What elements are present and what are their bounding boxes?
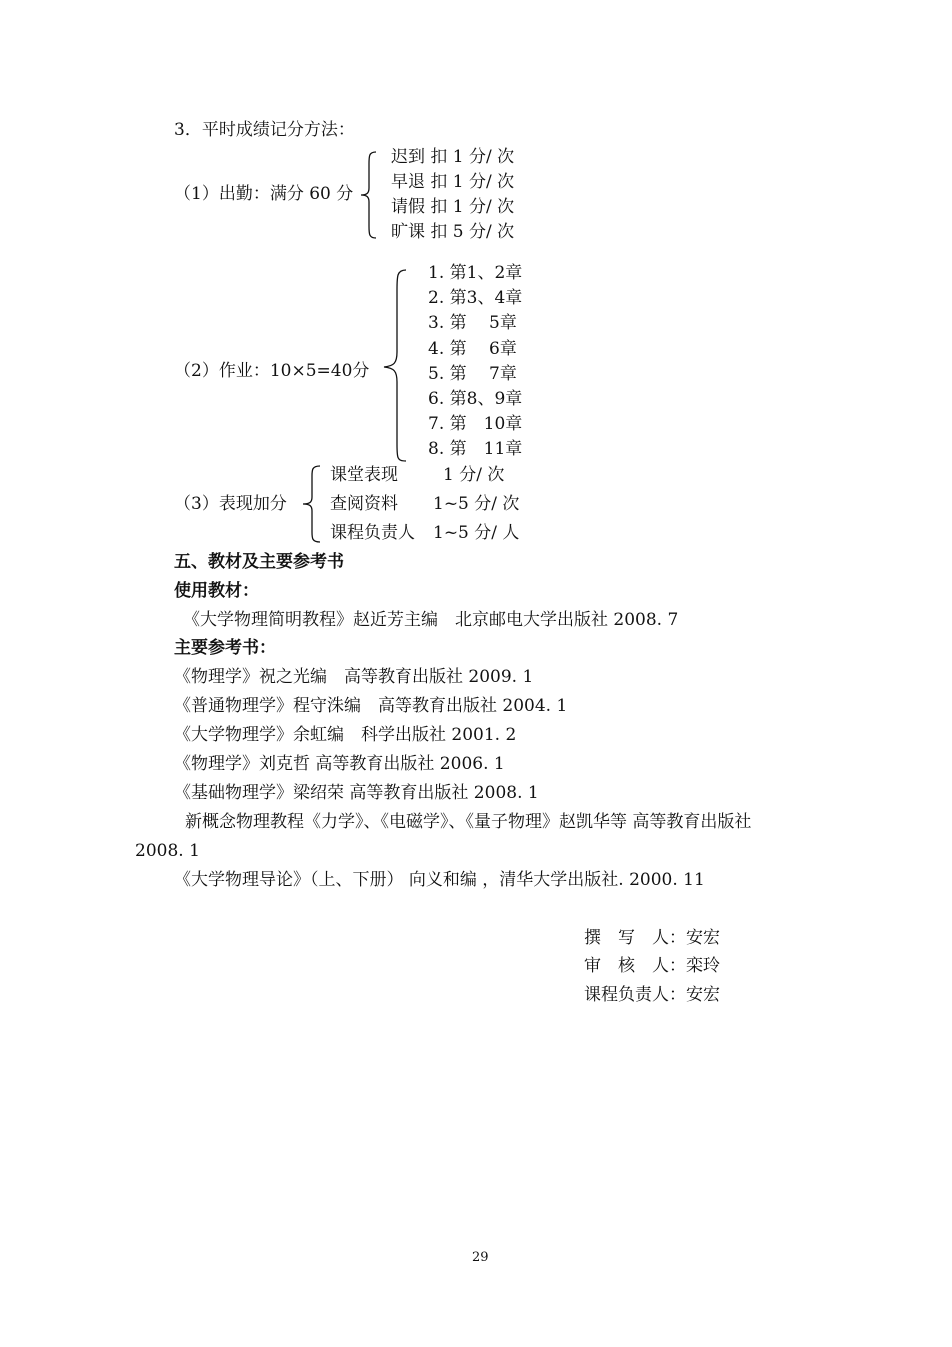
- textbook-label: 使用教材：: [174, 581, 259, 601]
- performance-label: （3）表现加分: [174, 494, 287, 514]
- attendance-label: （1）出勤：满分 60 分: [174, 184, 354, 204]
- reference-entry: 《普通物理学》程守洙编 高等教育出版社 2004. 1: [174, 696, 568, 716]
- homework-item: 4. 第 6章: [428, 339, 517, 359]
- reference-entry: 《大学物理导论》（上、下册） 向义和编 ，清华大学出版社. 2000. 11: [174, 870, 705, 890]
- homework-item: 7. 第 10章: [428, 414, 523, 434]
- homework-item: 3. 第 5章: [428, 313, 517, 333]
- performance-item-name: 课程负责人: [330, 523, 415, 543]
- signature-writer: 撰 写 人：安宏: [584, 928, 720, 948]
- performance-item-rule: 1 分/ 次: [443, 465, 505, 485]
- signature-course-leader: 课程负责人：安宏: [584, 985, 720, 1005]
- homework-item: 2. 第3、4章: [428, 288, 523, 308]
- performance-item-rule: 1~5 分/ 人: [433, 523, 520, 543]
- reference-entry: 《物理学》祝之光编 高等教育出版社 2009. 1: [174, 667, 534, 687]
- section-3-heading: 3．平时成绩记分方法：: [174, 120, 355, 140]
- page-number: 29: [472, 1250, 489, 1265]
- references-label: 主要参考书：: [174, 638, 276, 658]
- homework-item: 8. 第 11章: [428, 439, 523, 459]
- homework-item: 5. 第 7章: [428, 364, 517, 384]
- reference-entry: 《基础物理学》梁绍荣 高等教育出版社 2008. 1: [174, 783, 539, 803]
- reference-entry: 《大学物理学》余虹编 科学出版社 2001. 2: [174, 725, 517, 745]
- performance-item-name: 查阅资料: [330, 494, 398, 514]
- section-5-heading: 五、教材及主要参考书: [174, 552, 344, 572]
- attendance-item: 迟到 扣 1 分/ 次: [391, 147, 515, 167]
- reference-entry-long: 新概念物理教程《力学》、《电磁学》、《量子物理》赵凯华等 高等教育出版社: [185, 812, 752, 832]
- homework-label: （2）作业：10×5=40分: [174, 361, 370, 381]
- homework-brace: [380, 268, 410, 463]
- attendance-item: 早退 扣 1 分/ 次: [391, 172, 515, 192]
- attendance-brace: [358, 150, 378, 240]
- performance-item-name: 课堂表现: [330, 465, 398, 485]
- performance-item-rule: 1~5 分/ 次: [433, 494, 520, 514]
- signature-reviewer: 审 核 人：栾玲: [584, 956, 720, 976]
- attendance-item: 旷课 扣 5 分/ 次: [391, 222, 515, 242]
- textbook-entry: 《大学物理简明教程》赵近芳主编 北京邮电大学出版社 2008. 7: [183, 610, 679, 630]
- reference-entry-long-continued: 2008. 1: [135, 841, 200, 861]
- performance-brace: [300, 464, 322, 544]
- reference-entry: 《物理学》刘克哲 高等教育出版社 2006. 1: [174, 754, 505, 774]
- homework-item: 6. 第8、9章: [428, 389, 523, 409]
- attendance-item: 请假 扣 1 分/ 次: [391, 197, 515, 217]
- homework-item: 1. 第1、2章: [428, 263, 523, 283]
